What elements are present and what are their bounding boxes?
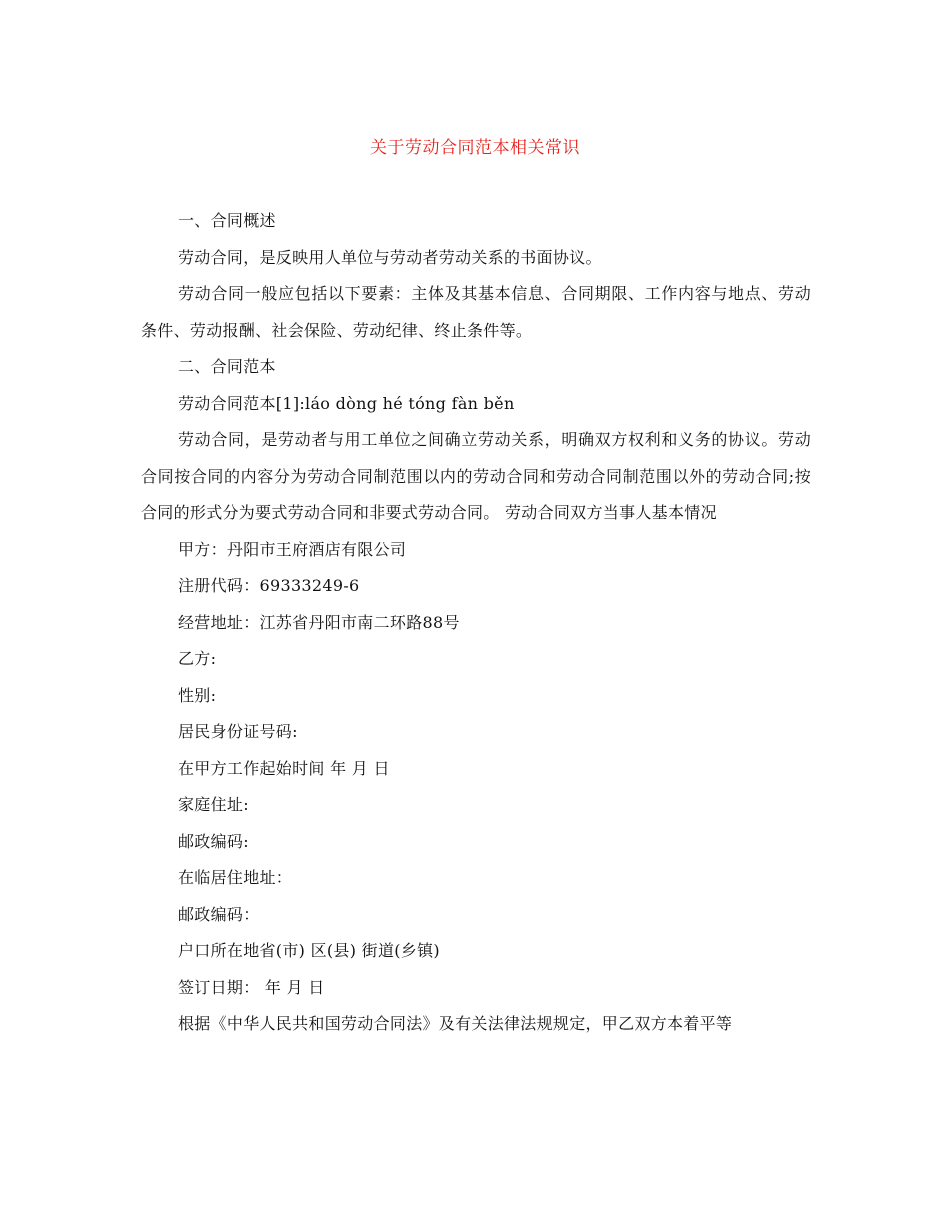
field-gender: 性别: (178, 685, 217, 705)
field-postal-code-2: 邮政编码： (178, 904, 260, 924)
field-household-registration: 户口所在地省(市) 区(县) 街道(乡镇) (178, 941, 440, 960)
field-temporary-address: 在临居住地址： (178, 868, 293, 887)
field-party-a: 甲方：丹阳市王府酒店有限公司 (178, 539, 407, 559)
field-start-date: 在甲方工作起始时间 年 月 日 (178, 758, 390, 778)
document-title: 关于劳动合同范本相关常识 (370, 138, 580, 158)
paragraph: 劳动合同，是劳动者与用工单位之间确立劳动关系，明确双方权利和义务的协议。劳动合同按合同的内容分为劳动合同制范围以内的劳动合同和劳动合同制范围以外的劳动合同;按合同的形式分为要式劳动合同和非要式劳动合同。 劳动合同双方当事人基本情况 (141, 430, 811, 522)
field-party-b: 乙方: (178, 649, 217, 668)
field-postal-code: 邮政编码: (178, 831, 249, 851)
paragraph: 根据《中华人民共和国劳动合同法》及有关法律法规规定，甲乙双方本着平等 (178, 1014, 733, 1033)
paragraph: 劳动合同范本[1]:láo dòng hé tóng fàn běn (178, 393, 515, 413)
document-body (141, 203, 811, 1043)
section-heading-overview: 一、合同概述 (178, 211, 276, 230)
field-home-address: 家庭住址: (178, 795, 249, 814)
field-registration-code: 注册代码：69333249-6 (178, 576, 360, 595)
field-id-number: 居民身份证号码: (178, 722, 298, 741)
field-signing-date: 签订日期： 年 月 日 (178, 977, 325, 997)
field-business-address: 经营地址：江苏省丹阳市南二环路88号 (178, 612, 460, 632)
paragraph: 劳动合同一般应包括以下要素：主体及其基本信息、合同期限、工作内容与地点、劳动条件、劳动报酬、社会保险、劳动纪律、终止条件等。 (141, 284, 811, 340)
paragraph: 劳动合同，是反映用人单位与劳动者劳动关系的书面协议。 (178, 247, 602, 267)
section-heading-template: 二、合同范本 (178, 357, 276, 376)
